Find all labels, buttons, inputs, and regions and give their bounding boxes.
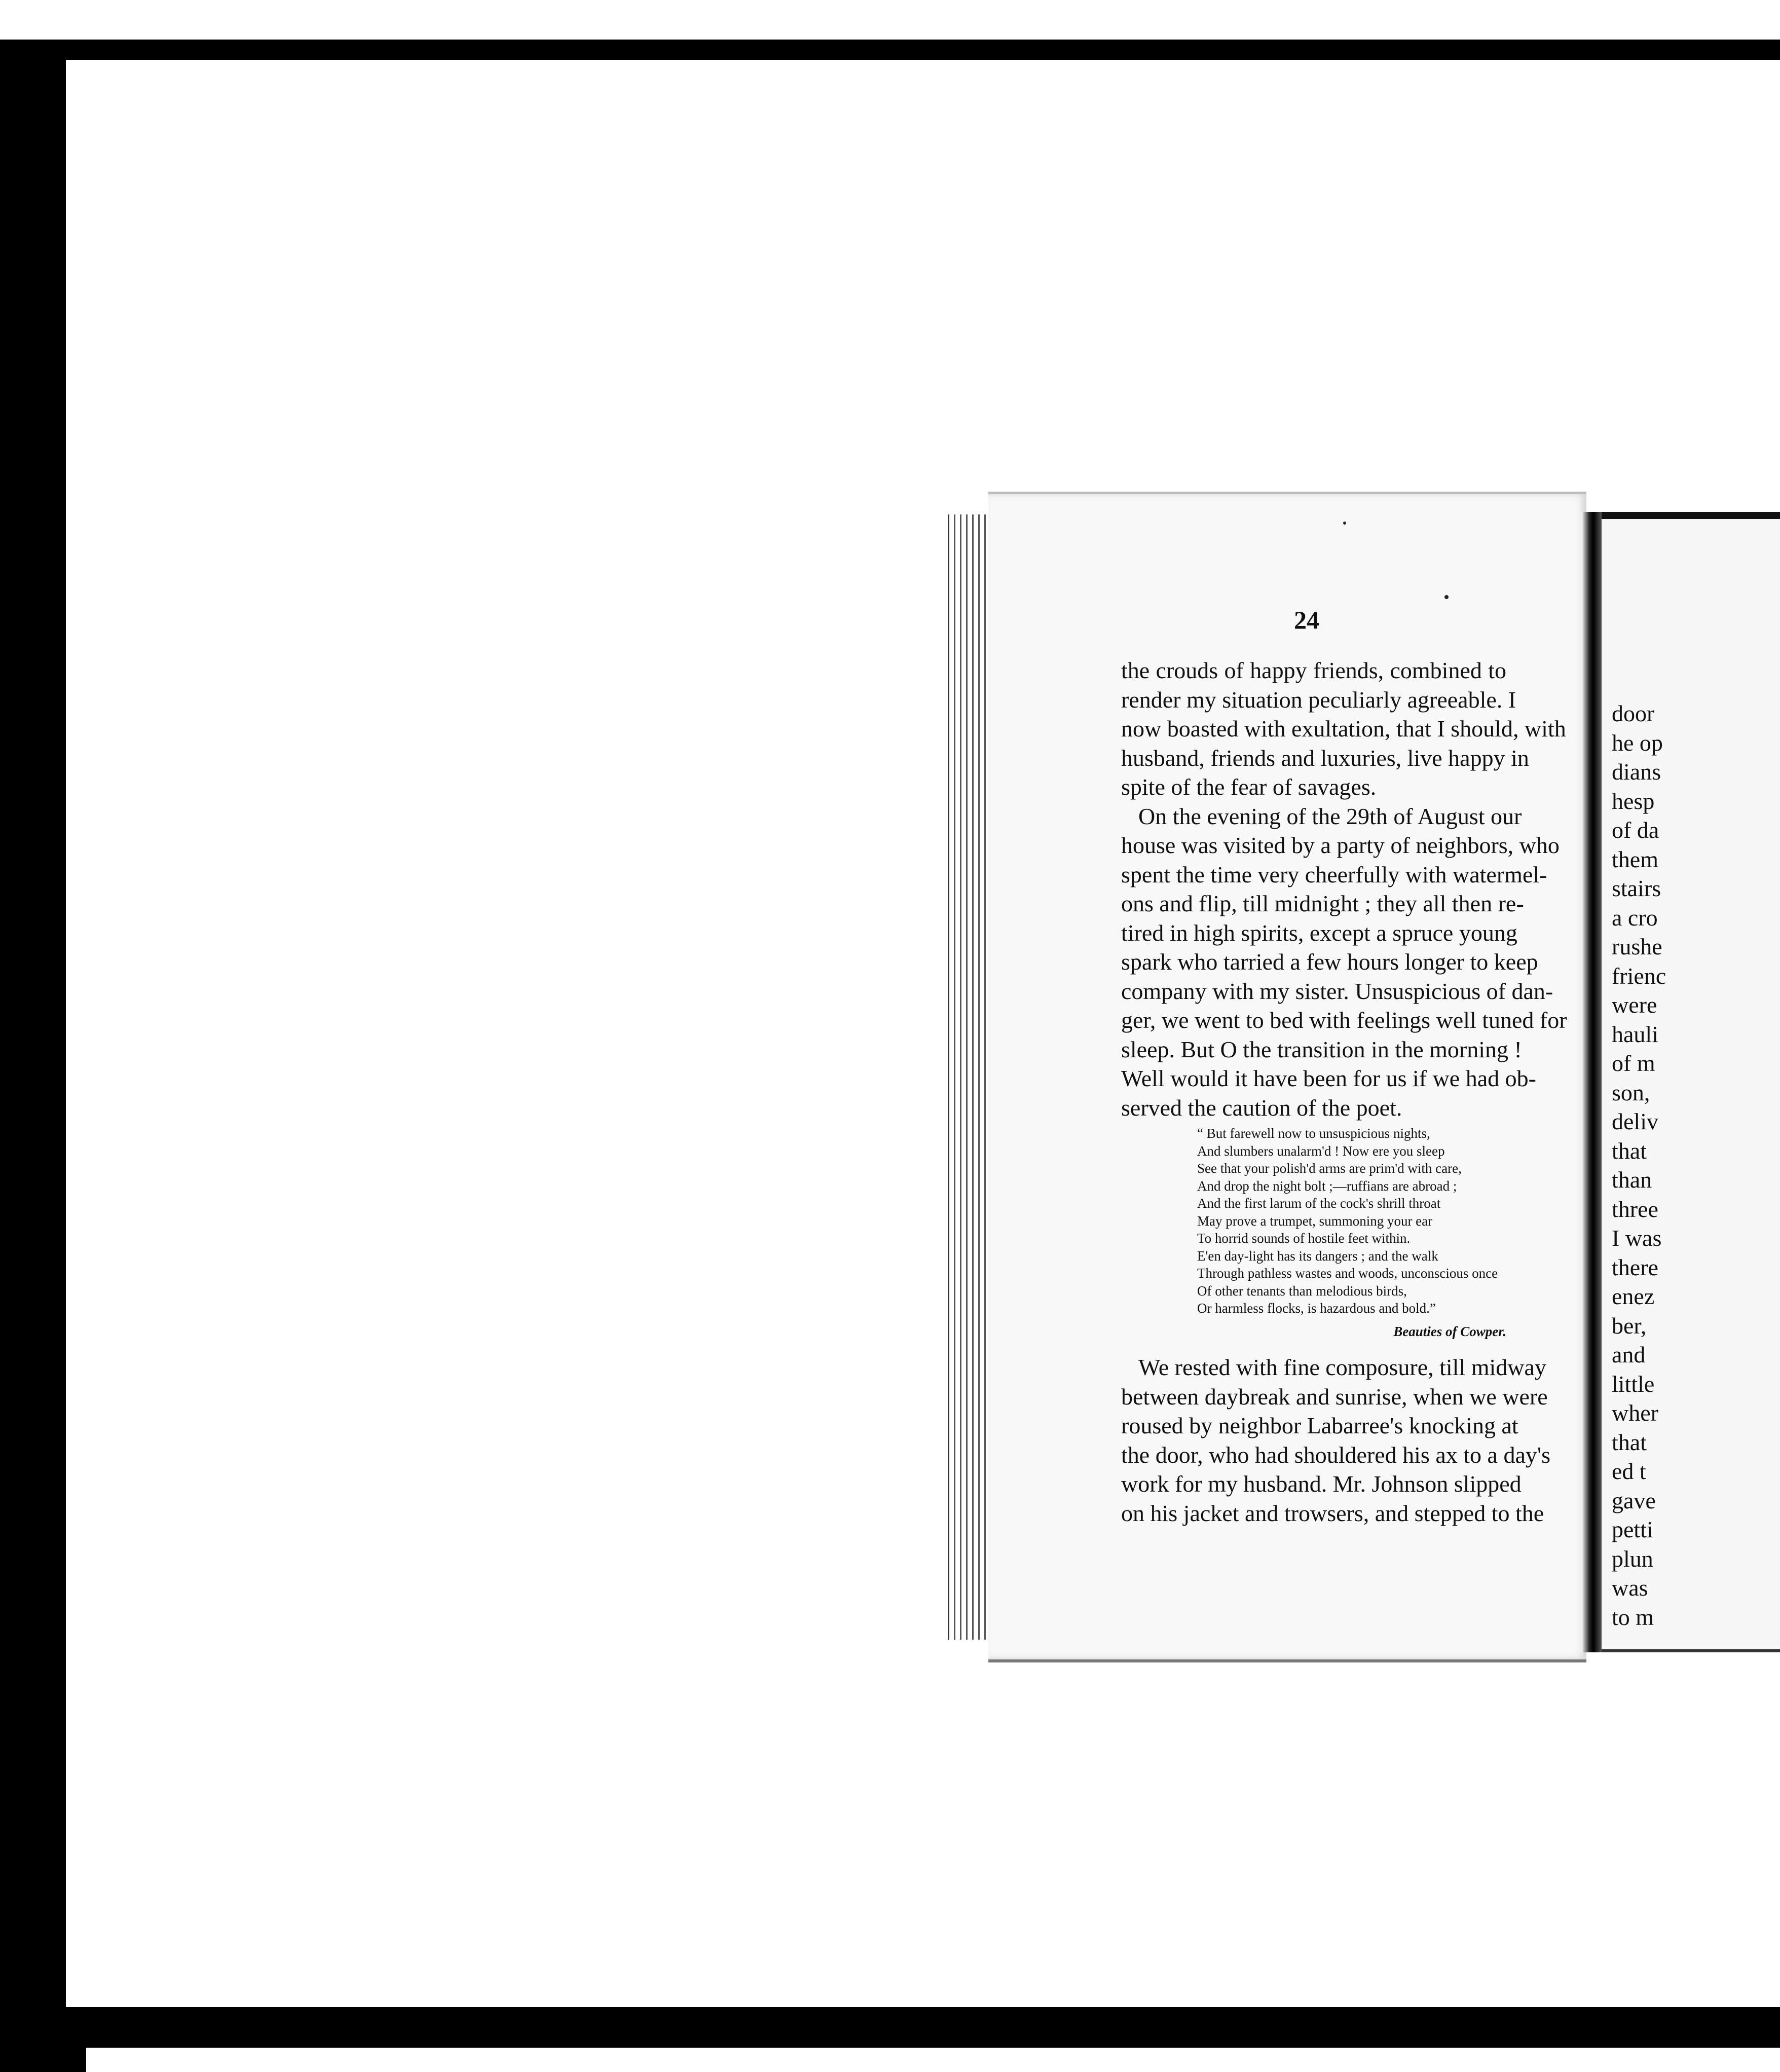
poem-line: Through pathless wastes and woods, unconscious once <box>1197 1266 1498 1281</box>
text-line: spite of the fear of savages. <box>1121 774 1377 800</box>
text-fragment: was <box>1612 1575 1648 1601</box>
text-fragment: son, <box>1612 1079 1650 1105</box>
book-gutter <box>1581 512 1602 1652</box>
text-fragment: enez <box>1612 1283 1655 1309</box>
text-fragment: there <box>1612 1254 1658 1280</box>
text-fragment: petti <box>1612 1516 1653 1542</box>
right-page-partial <box>1602 512 1780 1652</box>
body-text-bottom <box>1121 1353 1551 1528</box>
text-line: roused by neighbor Labarree's knocking at <box>1121 1413 1518 1438</box>
poem-quotation <box>1197 1125 1511 1317</box>
poem-line: Of other tenants than melodious birds, <box>1197 1283 1407 1299</box>
text-fragment: three <box>1612 1196 1658 1222</box>
text-fragment: stairs <box>1612 875 1661 901</box>
left-page <box>988 492 1586 1662</box>
poem-line: And the first larum of the cock's shrill throat <box>1197 1196 1441 1211</box>
text-fragment: door <box>1612 700 1655 726</box>
text-line: We rested with fine composure, till midway <box>1138 1354 1546 1380</box>
text-line: now boasted with exultation, that I should, with <box>1121 716 1566 742</box>
text-fragment: that <box>1612 1429 1647 1455</box>
text-fragment: than <box>1612 1167 1652 1193</box>
text-line: On the evening of the 29th of August our <box>1138 803 1522 829</box>
text-fragment: of da <box>1612 817 1659 843</box>
text-line: spent the time very cheerfully with watermel- <box>1121 861 1547 887</box>
text-line: tired in high spirits, except a spruce young <box>1121 919 1517 946</box>
text-fragment: dians <box>1612 759 1661 785</box>
text-fragment: gave <box>1612 1487 1656 1513</box>
text-line: served the caution of the poet. <box>1121 1094 1402 1121</box>
text-line: Well would it have been for us if we had ob- <box>1121 1065 1536 1091</box>
scan-bottom-margin <box>86 2048 1780 2072</box>
text-line: sleep. But O the transition in the morning ! <box>1121 1036 1522 1062</box>
text-fragment: ber, <box>1612 1312 1647 1339</box>
page-number: 24 <box>1294 606 1319 634</box>
poem-line: And drop the night bolt ;—ruffians are abroad ; <box>1197 1178 1457 1194</box>
text-line: between daybreak and sunrise, when we were <box>1121 1383 1548 1410</box>
poem-line: May prove a trumpet, summoning your ear <box>1197 1213 1433 1229</box>
poem-line: “ But farewell now to unsuspicious nights, <box>1197 1126 1430 1141</box>
text-fragment: wher <box>1612 1400 1658 1426</box>
text-fragment: frienc <box>1612 963 1666 989</box>
poem-attribution: Beauties of Cowper. <box>1393 1324 1506 1339</box>
text-line: the door, who had shouldered his ax to a day's <box>1121 1441 1551 1468</box>
text-line: work for my husband. Mr. Johnson slipped <box>1121 1471 1522 1497</box>
text-line: husband, friends and luxuries, live happy in <box>1121 745 1529 771</box>
text-fragment: ed t <box>1612 1458 1646 1484</box>
text-line: ons and flip, till midnight ; they all then re- <box>1121 891 1524 916</box>
text-line: on his jacket and trowsers, and stepped to the <box>1121 1500 1544 1526</box>
text-fragment: and <box>1612 1342 1646 1367</box>
text-line: house was visited by a party of neighbors, who <box>1121 832 1560 858</box>
text-fragment: them <box>1612 846 1658 872</box>
text-fragment: deliv <box>1612 1108 1658 1134</box>
right-page-text <box>1612 699 1779 1632</box>
open-book <box>943 492 1780 1668</box>
text-fragment: plun <box>1612 1545 1653 1572</box>
scan-top-margin <box>0 0 1780 40</box>
text-line: ger, we went to bed with feelings well tuned for <box>1121 1007 1567 1033</box>
text-fragment: hauli <box>1612 1021 1658 1047</box>
text-line: render my situation peculiarly agreeable. I <box>1121 686 1516 713</box>
body-text-top <box>1121 656 1567 1122</box>
text-fragment: that <box>1612 1137 1647 1164</box>
text-fragment: he op <box>1612 729 1663 756</box>
text-fragment: a cro <box>1612 904 1658 931</box>
text-fragment: were <box>1612 992 1657 1018</box>
poem-line: To horrid sounds of hostile feet within. <box>1197 1231 1411 1246</box>
text-fragment: rushe <box>1612 934 1662 959</box>
text-fragment: little <box>1612 1371 1655 1397</box>
text-fragment: hesp <box>1612 788 1655 814</box>
ink-speck <box>1444 595 1449 599</box>
text-fragment: I was <box>1612 1225 1662 1251</box>
text-line: the crouds of happy friends, combined to <box>1121 657 1506 683</box>
poem-line: E'en day-light has its dangers ; and the walk <box>1197 1248 1438 1264</box>
text-line: company with my sister. Unsuspicious of dan- <box>1121 978 1553 1004</box>
text-fragment: of m <box>1612 1050 1655 1076</box>
text-fragment: to m <box>1612 1604 1654 1630</box>
text-line: spark who tarried a few hours longer to keep <box>1121 949 1538 975</box>
ink-speck <box>1343 522 1346 525</box>
poem-line: See that your polish'd arms are prim'd with care, <box>1197 1161 1462 1176</box>
poem-line: Or harmless flocks, is hazardous and bold.” <box>1197 1301 1436 1316</box>
poem-line: And slumbers unalarm'd ! Now ere you sleep <box>1197 1143 1445 1159</box>
